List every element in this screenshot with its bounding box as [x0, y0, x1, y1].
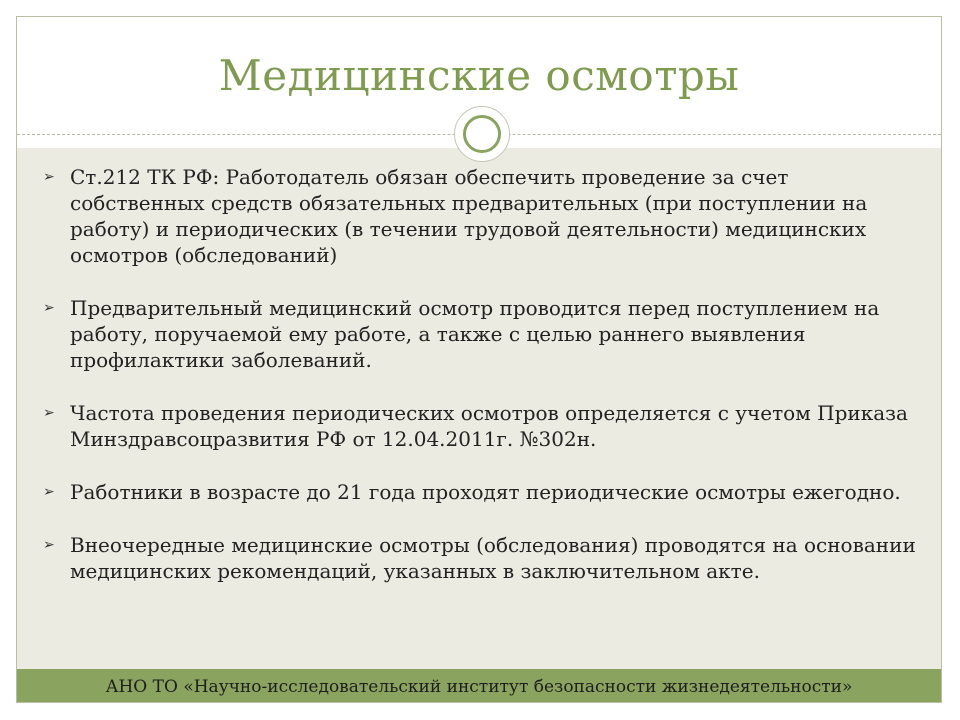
bullet-item [17, 532, 941, 584]
footer-text: АНО ТО «Научно-исследовательский институт безопасности жизнедеятельности» [105, 677, 853, 697]
bullet-text: Предварительный медицинский осмотр проводится перед поступлением на работу, поручаемой ему работе, а также с целью раннего выявления профилактики заболеваний. [70, 296, 880, 372]
bullet-item [17, 164, 941, 268]
bullet-item [17, 295, 941, 373]
bullet-text: Частота проведения периодических осмотров определяется с учетом Приказа Минздравсоцразвития РФ от 12.04.2011г. №302н. [70, 401, 908, 451]
circle-ornament-icon [454, 106, 510, 162]
bullet-item [17, 400, 941, 452]
bullet-item [17, 479, 941, 505]
arrow-bullet-icon: ➢ [43, 169, 55, 185]
arrow-bullet-icon: ➢ [43, 537, 55, 553]
arrow-bullet-icon: ➢ [43, 300, 55, 316]
circle-ornament-ring [463, 115, 501, 153]
bullet-text: Работники в возрасте до 21 года проходят периодические осмотры ежегодно. [70, 480, 901, 504]
footer-bar [17, 669, 941, 703]
slide-frame [16, 16, 942, 703]
slide-title: Медицинские осмотры [218, 51, 740, 100]
content-area [17, 148, 941, 669]
bullet-list [17, 164, 941, 611]
arrow-bullet-icon: ➢ [43, 405, 55, 421]
arrow-bullet-icon: ➢ [43, 484, 55, 500]
bullet-text: Ст.212 ТК РФ: Работодатель обязан обеспечить проведение за счет собственных средств обязательных предварительных (при поступлении на работу) и периодических (в течении трудовой деятельности) медицинских осмотров (обследований) [70, 165, 868, 267]
bullet-text: Внеочередные медицинские осмотры (обследования) проводятся на основании медицинских рекомендаций, указанных в заключительном акте. [70, 533, 916, 583]
